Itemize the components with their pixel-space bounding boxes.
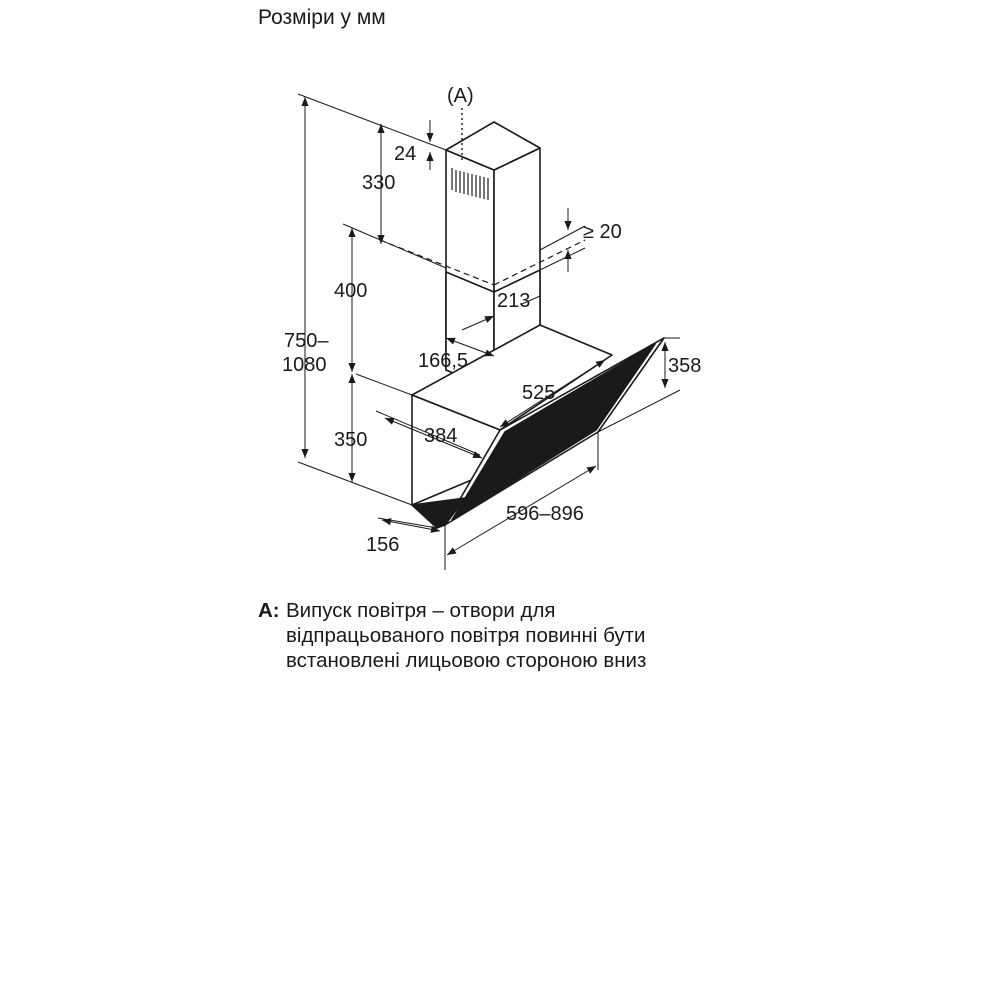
- dim-384: 384: [424, 425, 458, 447]
- dim-24: 24: [394, 143, 417, 165]
- legend-line-2: відпрацьованого повітря повинні бути: [286, 624, 646, 647]
- hood-body: [412, 122, 664, 528]
- page-title: Розміри у мм: [258, 6, 386, 29]
- dim-525: 525: [522, 382, 556, 404]
- dim-350: 350: [334, 429, 368, 451]
- legend-line-3: встановлені лицьовою стороною вниз: [286, 649, 647, 672]
- dim-156: 156: [366, 534, 400, 556]
- dim-166-5: 166,5: [418, 350, 469, 372]
- callout-a-label: (A): [447, 85, 474, 107]
- dim-213: 213: [497, 290, 531, 312]
- dim-596-896: 596–896: [506, 503, 584, 525]
- dim-358: 358: [668, 355, 702, 377]
- legend-text: [286, 598, 746, 673]
- dim-400: 400: [334, 280, 368, 302]
- legend-line-1: Випуск повітря – отвори для: [286, 599, 556, 622]
- dim-330: 330: [362, 172, 396, 194]
- legend-key: A:: [258, 599, 280, 622]
- dim-ge-20: ≥ 20: [583, 221, 622, 243]
- dim-750-1080-line1: 750–: [284, 330, 329, 352]
- dim-750-1080-line2: 1080: [282, 354, 327, 376]
